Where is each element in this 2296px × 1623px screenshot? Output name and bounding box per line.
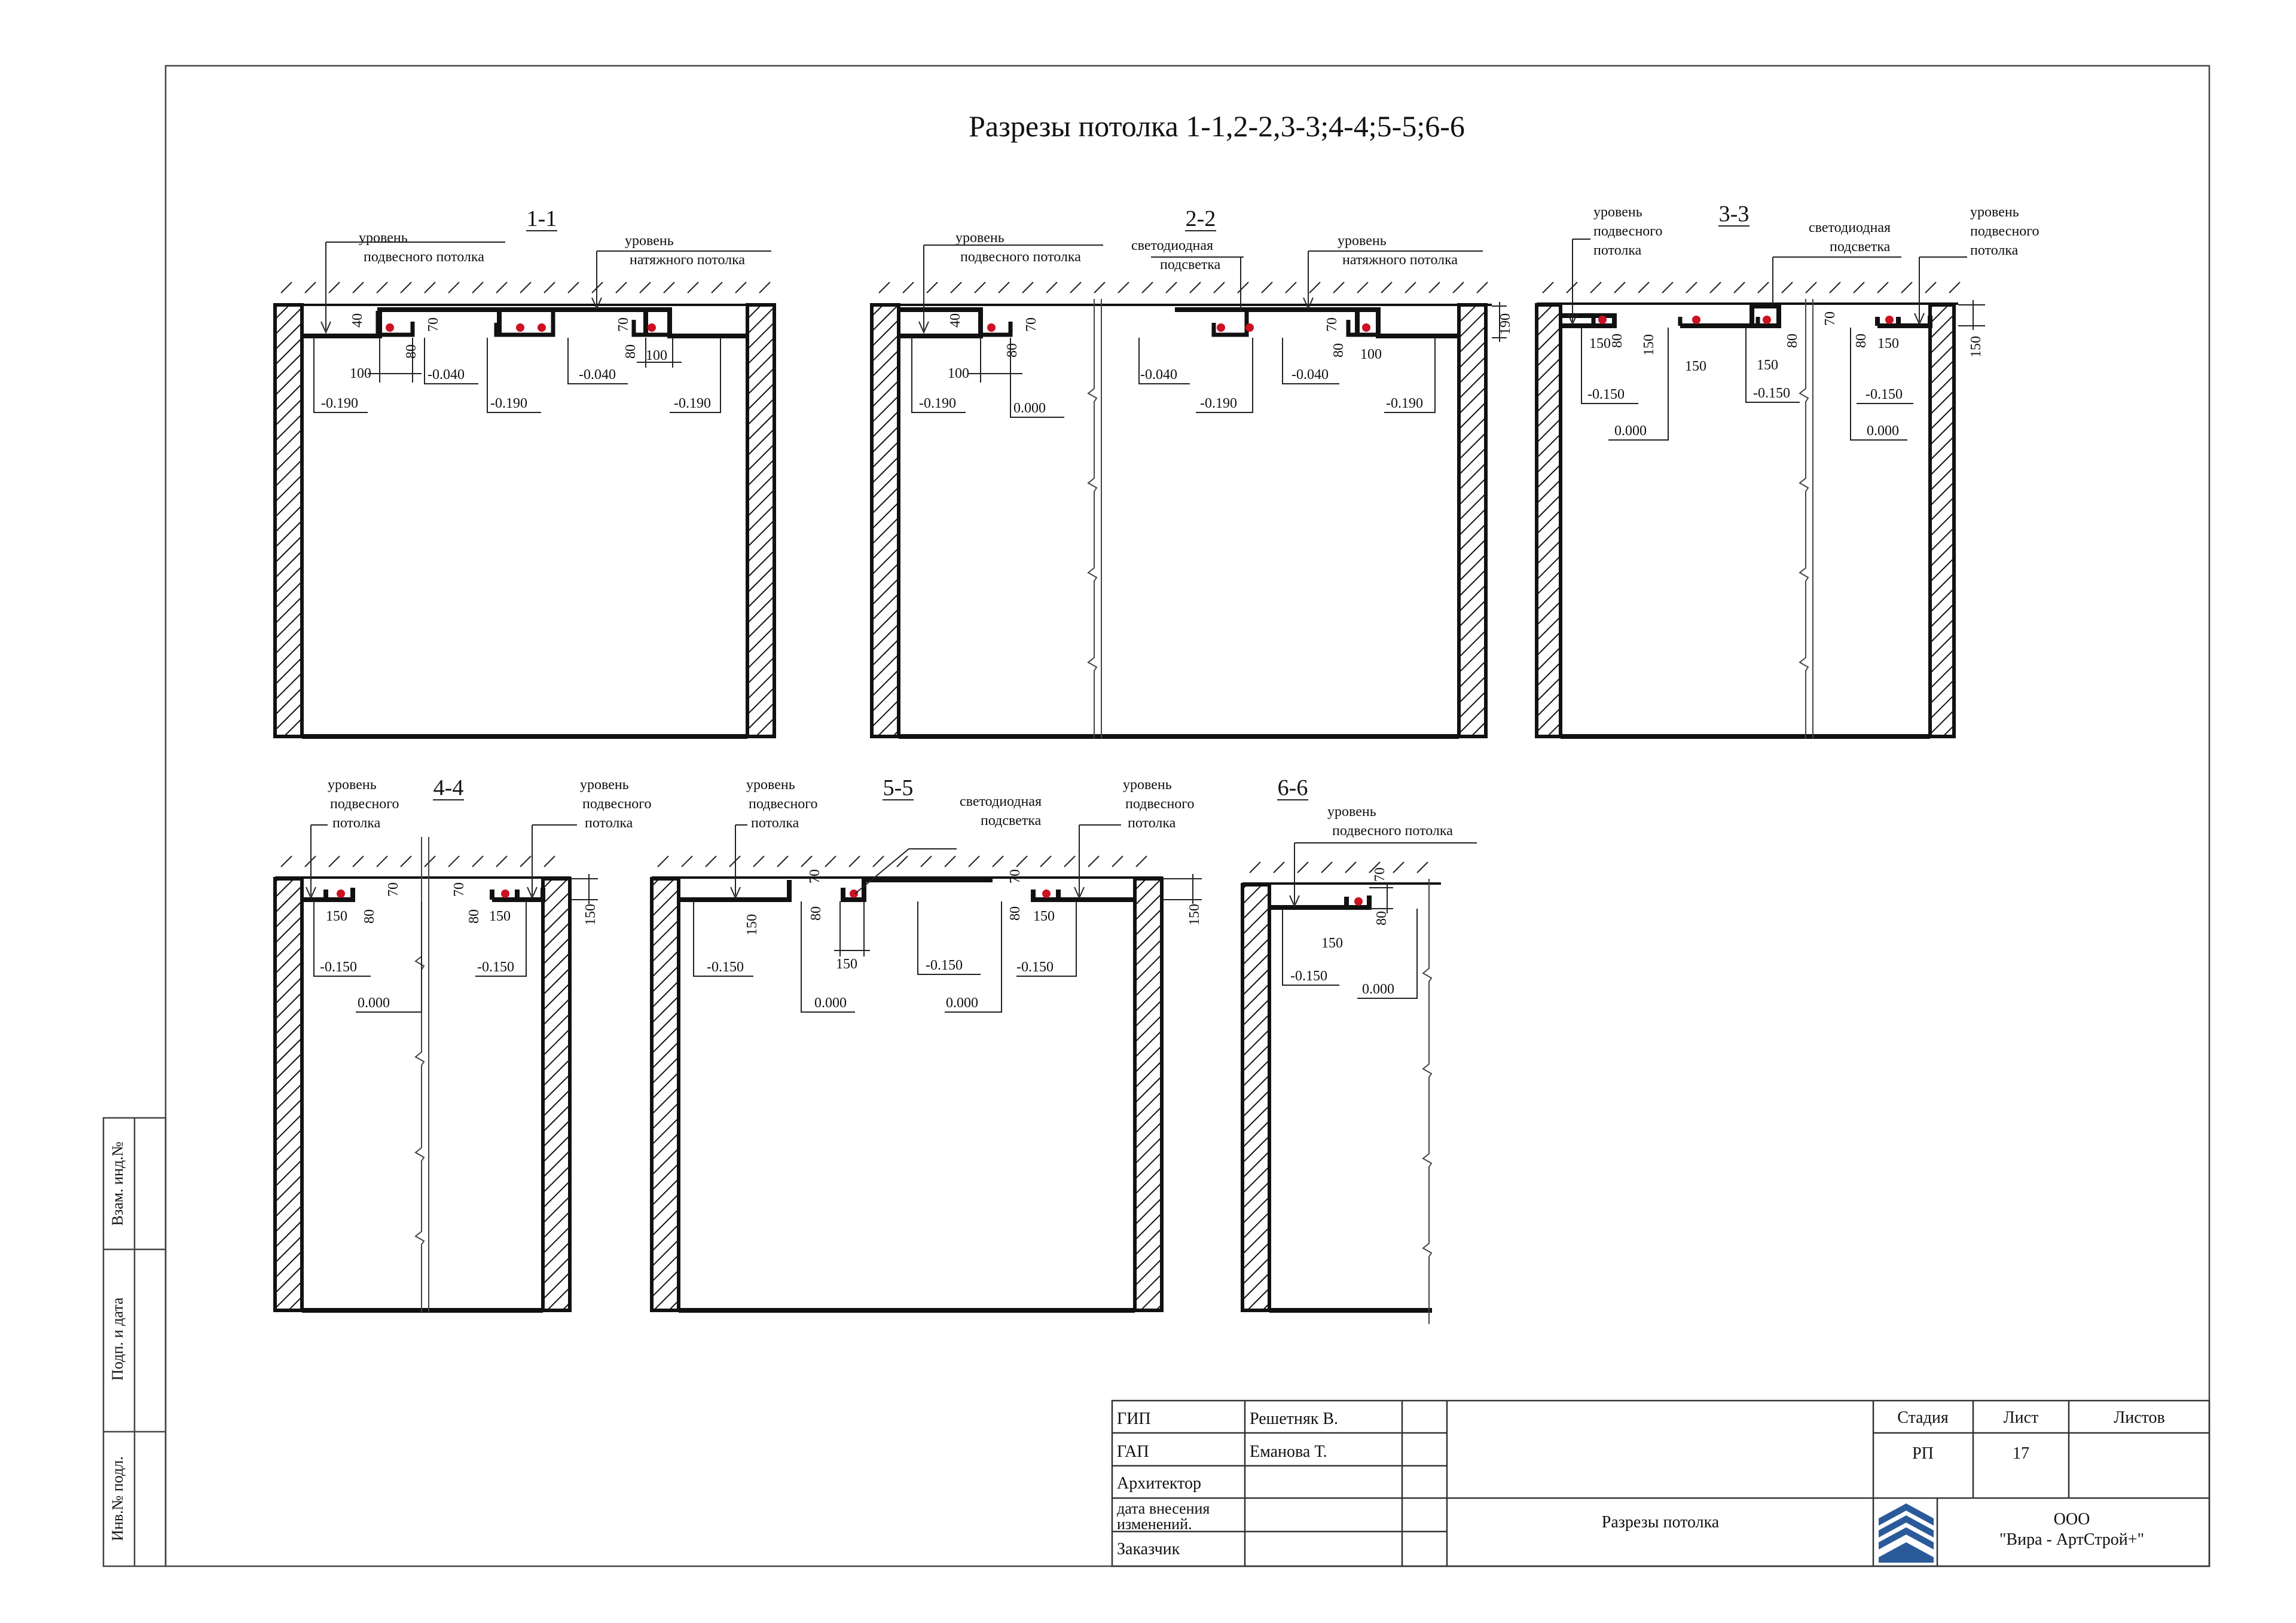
- mark: 0.000: [1013, 401, 1046, 416]
- ceiling-profiles: [1269, 843, 1369, 907]
- dim: 70: [1007, 869, 1023, 884]
- mark: -0.190: [1200, 396, 1237, 411]
- label-level-suspended-r-1: уровень: [1123, 777, 1172, 793]
- dim: 150: [1968, 336, 1984, 357]
- side-stamp: [109, 1142, 126, 1541]
- mark: 0.000: [1614, 423, 1647, 439]
- label-level-suspended-2: подвесного потолка: [960, 249, 1081, 265]
- wall-left: [275, 879, 302, 1310]
- dim: 80: [808, 906, 824, 921]
- dim: 70: [426, 317, 441, 332]
- label-level-suspended-1: уровень: [1327, 804, 1376, 820]
- label-led-1: светодиодная: [960, 794, 1042, 809]
- label-level-suspended-l-3: потолка: [751, 815, 799, 831]
- wall-left: [1537, 305, 1561, 736]
- slab-hatch: [652, 856, 1163, 878]
- mark: -0.040: [428, 367, 465, 383]
- label-led-1: светодиодная: [1809, 220, 1891, 236]
- label-level-suspended-l-1: уровень: [746, 777, 795, 793]
- mark: -0.150: [1290, 968, 1327, 984]
- section-6-6: [1242, 775, 1477, 1324]
- dim: 70: [451, 882, 467, 897]
- dim: 150: [1321, 936, 1343, 951]
- stage-value: РП: [1912, 1444, 1934, 1463]
- dim: 150: [1877, 336, 1899, 352]
- sheet-value: 17: [2013, 1444, 2029, 1463]
- wall-left: [275, 305, 302, 736]
- wall-right: [1459, 305, 1486, 736]
- dim: 80: [1374, 911, 1390, 925]
- mark: -0.040: [1140, 367, 1177, 383]
- dim: 80: [1785, 334, 1800, 348]
- labels: [311, 777, 652, 831]
- label-level-suspended-l-3: потолка: [332, 815, 381, 831]
- role-change-date-l1: дата внесения: [1117, 1500, 1210, 1517]
- level-marks: [912, 338, 1435, 417]
- labels: [1573, 204, 2039, 258]
- wall-left: [1242, 885, 1269, 1310]
- mark: -0.150: [477, 959, 514, 975]
- role-gip: ГИП: [1117, 1410, 1151, 1428]
- side-stamp-label-2: Подп. и дата: [109, 1297, 126, 1381]
- labels: [735, 777, 1195, 831]
- role-change-date-l2: изменений.: [1117, 1515, 1192, 1533]
- mark: -0.190: [490, 396, 527, 411]
- label-level-suspended-r-2: подвесного: [1125, 796, 1195, 812]
- section-name: 2-2: [1185, 206, 1216, 231]
- dim: 150: [489, 909, 511, 924]
- org-line-2: "Вира - АртСтрой+": [1999, 1530, 2145, 1549]
- wall-right: [747, 305, 774, 736]
- mark: 0.000: [1867, 423, 1899, 439]
- dimensions: [1589, 300, 1985, 374]
- sheet-title: Разрезы потолка 1-1,2-2,3-3;4-4;5-5;6-6: [969, 109, 1465, 143]
- dim: 150: [1685, 359, 1706, 374]
- dim: 80: [1007, 906, 1023, 921]
- ceiling-profiles: [302, 825, 543, 900]
- dim: 70: [1324, 317, 1340, 332]
- dim: 80: [362, 909, 377, 924]
- labels: [326, 230, 771, 268]
- dim: 150: [836, 956, 857, 972]
- dim: 80: [466, 909, 482, 924]
- side-stamp-label-1: Взам. инд.№: [109, 1141, 126, 1226]
- section-3-3: [1537, 201, 2039, 738]
- dim: 150: [1641, 334, 1657, 356]
- dim: 70: [1372, 867, 1388, 882]
- section-name: 3-3: [1718, 201, 1750, 227]
- company-logo-icon: [1877, 1502, 1934, 1563]
- mark: -0.150: [1866, 387, 1903, 402]
- label-level-stretch-2: натяжного потолка: [630, 252, 746, 268]
- dim: 150: [1033, 909, 1055, 924]
- role-architect: Архитектор: [1117, 1474, 1201, 1493]
- break-line: [1088, 299, 1101, 738]
- org-line-1: ООО: [2053, 1510, 2090, 1529]
- dim: 80: [1610, 334, 1625, 348]
- sheets-label: Листов: [2114, 1408, 2165, 1427]
- labels: [1294, 804, 1477, 843]
- label-level-suspended-2: подвесного потолка: [364, 249, 484, 265]
- title-block: [1112, 1401, 2209, 1566]
- mark: -0.190: [321, 396, 358, 411]
- label-level-suspended-r-2: подвесного: [1970, 224, 2039, 239]
- ceiling-profiles: [679, 825, 1135, 900]
- label-level-suspended-r-3: потолка: [1970, 243, 2019, 258]
- dim: 150: [326, 909, 347, 924]
- section-5-5: [652, 775, 1202, 1310]
- break-line: [1423, 879, 1431, 1324]
- label-led-2: подсветка: [1830, 239, 1891, 255]
- wall-right: [1930, 305, 1954, 736]
- section-1-1: [275, 206, 774, 736]
- label-level-suspended-2: подвесного потолка: [1332, 823, 1453, 839]
- sheet-name: Разрезы потолка: [1601, 1513, 1720, 1532]
- mark: -0.190: [674, 396, 711, 411]
- mark: -0.150: [320, 959, 357, 975]
- person-gip: Решетняк В.: [1250, 1410, 1338, 1428]
- label-level-suspended-r-2: подвесного: [582, 796, 652, 812]
- label-level-suspended-l-2: подвесного: [749, 796, 818, 812]
- role-gap: ГАП: [1117, 1442, 1149, 1461]
- label-led-2: подсветка: [1160, 257, 1221, 273]
- mark: -0.190: [919, 396, 956, 411]
- dim: 70: [1024, 317, 1039, 332]
- side-stamp-label-3: Инв.№ подл.: [109, 1456, 126, 1541]
- labels: [924, 230, 1483, 273]
- dim: 150: [583, 904, 599, 925]
- break-line: [1800, 299, 1813, 738]
- person-gap: Еманова Т.: [1250, 1442, 1327, 1461]
- label-level-stretch-2: натяжного потолка: [1342, 252, 1458, 268]
- label-level-suspended-r-1: уровень: [1970, 204, 2019, 220]
- label-level-suspended-l-2: подвесного: [1593, 224, 1663, 239]
- label-level-suspended-l-2: подвесного: [330, 796, 399, 812]
- label-level-stretch-1: уровень: [1338, 233, 1387, 249]
- label-led-2: подсветка: [981, 813, 1042, 829]
- label-level-suspended-1: уровень: [359, 230, 408, 246]
- slab-hatch: [275, 282, 774, 305]
- dim: 40: [948, 313, 963, 328]
- dim: 100: [350, 366, 371, 381]
- dim: 190: [1498, 313, 1513, 335]
- dim: 40: [350, 313, 365, 328]
- slab-hatch: [872, 282, 1492, 305]
- wall-right: [543, 879, 570, 1310]
- section-name: 5-5: [883, 775, 914, 800]
- section-name: 4-4: [433, 775, 464, 800]
- dim: 80: [1004, 343, 1020, 357]
- mark: -0.040: [579, 367, 616, 383]
- dim: 70: [386, 882, 401, 897]
- wall-left: [872, 305, 899, 736]
- mark: -0.150: [1016, 959, 1054, 975]
- dim: 70: [807, 869, 823, 884]
- wall-right: [1135, 879, 1162, 1310]
- sheet-label: Лист: [2003, 1408, 2039, 1427]
- stage-label: Стадия: [1897, 1408, 1949, 1427]
- label-level-suspended-l-3: потолка: [1593, 243, 1642, 258]
- mark: 0.000: [946, 995, 978, 1011]
- dim: 100: [646, 348, 667, 363]
- mark: -0.150: [926, 958, 963, 973]
- dim: 150: [1757, 357, 1778, 373]
- mark: -0.040: [1292, 367, 1329, 383]
- role-customer: Заказчик: [1117, 1540, 1180, 1558]
- section-2-2: [872, 206, 1513, 738]
- label-level-suspended-r-1: уровень: [580, 777, 629, 793]
- dim: 150: [1187, 904, 1202, 925]
- label-level-suspended-r-3: потолка: [1128, 815, 1176, 831]
- label-level-suspended-r-3: потолка: [585, 815, 633, 831]
- dim: 80: [1331, 343, 1347, 357]
- dim: 100: [1360, 347, 1382, 362]
- mark: -0.150: [1587, 387, 1625, 402]
- label-level-suspended-1: уровень: [955, 230, 1004, 246]
- dim: 150: [744, 914, 760, 936]
- section-name: 6-6: [1277, 775, 1308, 800]
- slab-hatch: [275, 856, 571, 878]
- wall-left: [652, 879, 679, 1310]
- dim: 80: [404, 344, 419, 359]
- level-marks: [1283, 909, 1417, 998]
- role-change-date: [1117, 1500, 1214, 1533]
- dim: 150: [1589, 336, 1611, 352]
- dimensions: [948, 302, 1513, 383]
- mark: 0.000: [814, 995, 847, 1011]
- dim: 80: [623, 344, 639, 359]
- label-level-suspended-l-1: уровень: [328, 777, 377, 793]
- label-level-stretch-1: уровень: [625, 233, 674, 249]
- mark: -0.150: [1753, 386, 1790, 401]
- section-4-4: [275, 775, 652, 1312]
- label-level-suspended-l-1: уровень: [1593, 204, 1642, 220]
- mark: -0.150: [707, 959, 744, 975]
- dim: 100: [948, 366, 969, 381]
- dim: 70: [1822, 311, 1838, 326]
- slab-hatch: [1242, 862, 1441, 884]
- label-led-1: светодиодная: [1131, 238, 1214, 253]
- section-name: 1-1: [526, 206, 557, 231]
- dim: 70: [616, 317, 631, 332]
- mark: -0.190: [1386, 396, 1423, 411]
- slab-hatch: [1537, 282, 1960, 304]
- mark: 0.000: [358, 995, 390, 1011]
- dim: 80: [1854, 334, 1869, 348]
- mark: 0.000: [1362, 982, 1394, 997]
